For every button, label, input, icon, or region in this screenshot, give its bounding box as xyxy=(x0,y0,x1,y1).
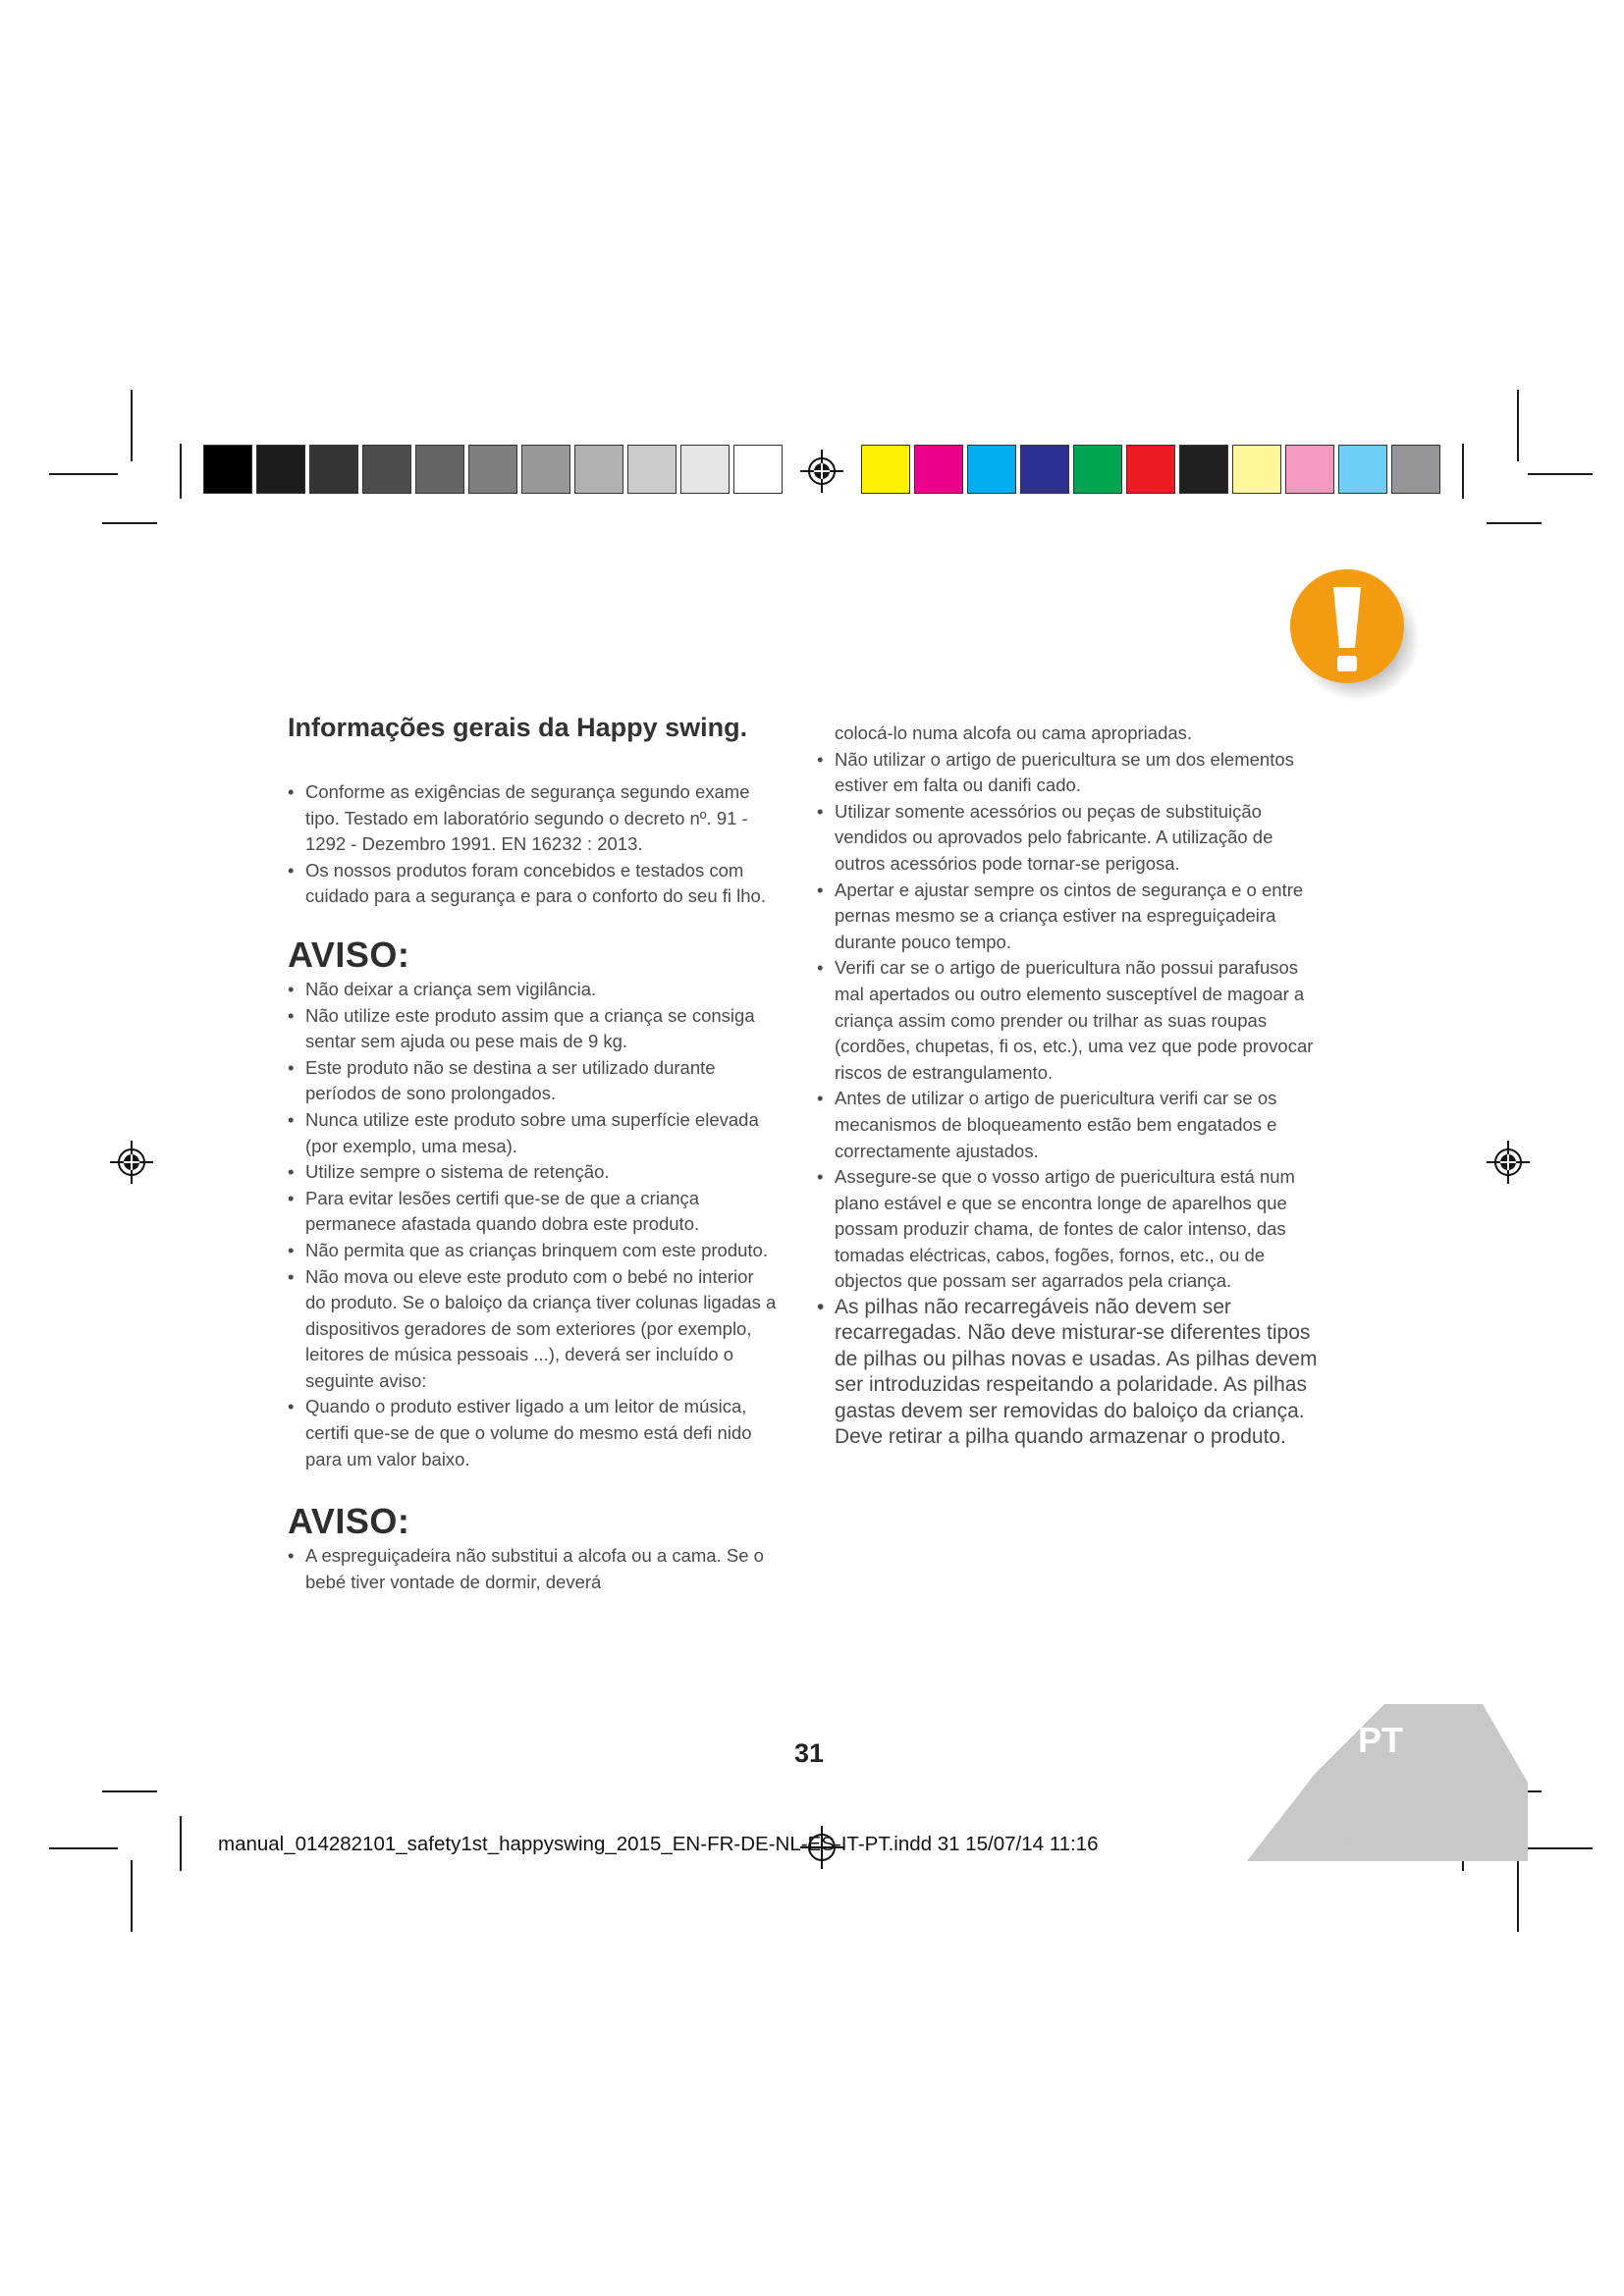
page-number: 31 xyxy=(794,1738,825,1768)
color-swatch xyxy=(861,445,910,494)
crop-mark-bar-right xyxy=(1462,444,1464,499)
exclamation-icon xyxy=(1276,558,1424,705)
crosshair-icon xyxy=(800,450,843,493)
crop-mark-tl-h xyxy=(49,473,118,475)
crop-mark-tr-h2 xyxy=(1487,522,1542,524)
gray-swatch xyxy=(203,445,252,494)
warning-heading: AVISO: xyxy=(288,1501,410,1542)
left-column xyxy=(288,711,779,1595)
color-swatch xyxy=(1338,445,1387,494)
color-swatch xyxy=(914,445,963,494)
list-item: • A espreguiçadeira não substitui a alcofa ou a cama. Se o bebé tiver vontade de dormir, deverá xyxy=(288,1543,779,1595)
crop-mark-bl-h xyxy=(49,1847,118,1849)
gray-swatch xyxy=(256,445,305,494)
crosshair-icon xyxy=(110,1141,153,1184)
list-item: • Não mova ou eleve este produto com o bebé no interior do produto. Se o baloiço da criança tiver colunas ligadas a dispositivos geradores de som exteriores (por exemplo, leitores de música pessoais ...), deverá ser incluído o seguinte aviso: xyxy=(288,1264,779,1395)
list-item: • Para evitar lesões certifi que-se de que a criança permanece afastada quando dobra este produto. xyxy=(288,1186,779,1238)
crop-mark-bl-h2 xyxy=(102,1790,157,1792)
crop-mark-br-h xyxy=(1528,1847,1593,1849)
gray-swatch xyxy=(362,445,411,494)
crop-mark-br-v xyxy=(1517,1860,1519,1932)
grayscale-bar xyxy=(203,445,786,496)
list-item: • Não utilizar o artigo de puericultura se um dos elementos estiver em falta ou danifi cado. xyxy=(817,747,1327,799)
color-swatch xyxy=(1285,445,1334,494)
crop-mark-bl-v xyxy=(131,1860,133,1932)
color-swatch xyxy=(1126,445,1175,494)
list-item: • Nunca utilize este produto sobre uma superfície elevada (por exemplo, uma mesa). xyxy=(288,1107,779,1159)
language-tab: PT xyxy=(1358,1720,1404,1760)
page-title: Informações gerais da Happy swing. xyxy=(288,713,748,742)
list-item: • Antes de utilizar o artigo de puericultura verifi car se os mecanismos de bloqueamento estão bem engatados e correctamente ajustados. xyxy=(817,1086,1327,1164)
list-item: • Conforme as exigências de segurança segundo exame tipo. Testado em laboratório segundo o decreto nº. 91 - 1292 - Dezembro 1991. EN 16232 : 2013. xyxy=(288,779,779,858)
gray-swatch xyxy=(733,445,783,494)
crop-mark-tl-v xyxy=(131,390,133,461)
safety-list xyxy=(817,747,1327,1451)
color-swatch xyxy=(1232,445,1281,494)
crosshair-icon xyxy=(1487,1141,1530,1184)
color-swatch xyxy=(1391,445,1440,494)
color-swatch xyxy=(1020,445,1069,494)
crop-mark-tr-h xyxy=(1528,473,1593,475)
warning-list xyxy=(288,1543,779,1595)
intro-list xyxy=(288,779,779,910)
crop-mark-bl-short xyxy=(180,1816,182,1871)
list-item: • Quando o produto estiver ligado a um leitor de música, certifi que-se de que o volume do mesmo está defi nido para um valor baixo. xyxy=(288,1394,779,1472)
color-swatch xyxy=(1179,445,1228,494)
gray-swatch xyxy=(574,445,623,494)
warning-heading: AVISO: xyxy=(288,934,410,975)
gray-swatch xyxy=(415,445,464,494)
list-item: • Os nossos produtos foram concebidos e testados com cuidado para a segurança e para o conforto do seu fi lho. xyxy=(288,858,779,910)
crop-mark-tl-h2 xyxy=(102,522,157,524)
list-item: • Utilizar somente acessórios ou peças de substituição vendidos ou aprovados pelo fabricante. A utilização de outros acessórios pode tornar-se perigosa. xyxy=(817,799,1327,878)
file-info: manual_014282101_safety1st_happyswing_2015_EN-FR-DE-NL-ES-IT-PT.indd 31 15/07/14 11:16 xyxy=(218,1833,1099,1855)
list-item: • Não deixar a criança sem vigilância. xyxy=(288,977,779,1003)
crop-mark-bar-left xyxy=(180,444,182,499)
gray-swatch xyxy=(309,445,358,494)
list-item: • Apertar e ajustar sempre os cintos de segurança e o entre pernas mesmo se a criança estiver na espreguiçadeira durante pouco tempo. xyxy=(817,878,1327,956)
list-item: • Este produto não se destina a ser utilizado durante períodos de sono prolongados. xyxy=(288,1055,779,1107)
continued-text: colocá-lo numa alcofa ou cama apropriadas. xyxy=(835,722,1193,743)
list-item: • Não utilize este produto assim que a criança se consiga sentar sem ajuda ou pese mais de 9 kg. xyxy=(288,1003,779,1055)
warning-list xyxy=(288,977,779,1472)
list-item: • As pilhas não recarregáveis não devem ser recarregadas. Não deve misturar-se diferentes tipos de pilhas ou pilhas novas e usadas. As pilhas devem ser introduzidas respeitando a polaridade. As pilhas gastas devem ser removidas do baloiço da criança. Deve retirar a pilha quando armazenar o produto. xyxy=(817,1295,1327,1450)
color-swatch xyxy=(1073,445,1122,494)
list-item: • Verifi car se o artigo de puericultura não possui parafusos mal apertados ou outro elemento susceptível de magoar a criança assim como prender ou trilhar as suas roupas (cordões, chupetas, fi os, etc.), uma vez que pode provocar riscos de estrangulamento. xyxy=(817,955,1327,1086)
right-column xyxy=(817,721,1327,1451)
gray-swatch xyxy=(680,445,730,494)
gray-swatch xyxy=(627,445,677,494)
gray-swatch xyxy=(468,445,517,494)
list-item: • Não permita que as crianças brinquem com este produto. xyxy=(288,1238,779,1264)
list-item: • Assegure-se que o vosso artigo de puericultura está num plano estável e que se encontra longe de aparelhos que possam produzir chama, de fontes de calor intenso, das tomadas eléctricas, cabos, fogões, fornos, etc., ou de objectos que possam ser agarrados pela criança. xyxy=(817,1164,1327,1295)
color-bar xyxy=(861,445,1444,496)
color-swatch xyxy=(967,445,1016,494)
list-item: • Utilize sempre o sistema de retenção. xyxy=(288,1159,779,1186)
gray-swatch xyxy=(521,445,570,494)
crop-mark-tr-v xyxy=(1517,390,1519,461)
ghost-timestamp: 15/07/14 11:18 xyxy=(1286,1835,1418,1856)
